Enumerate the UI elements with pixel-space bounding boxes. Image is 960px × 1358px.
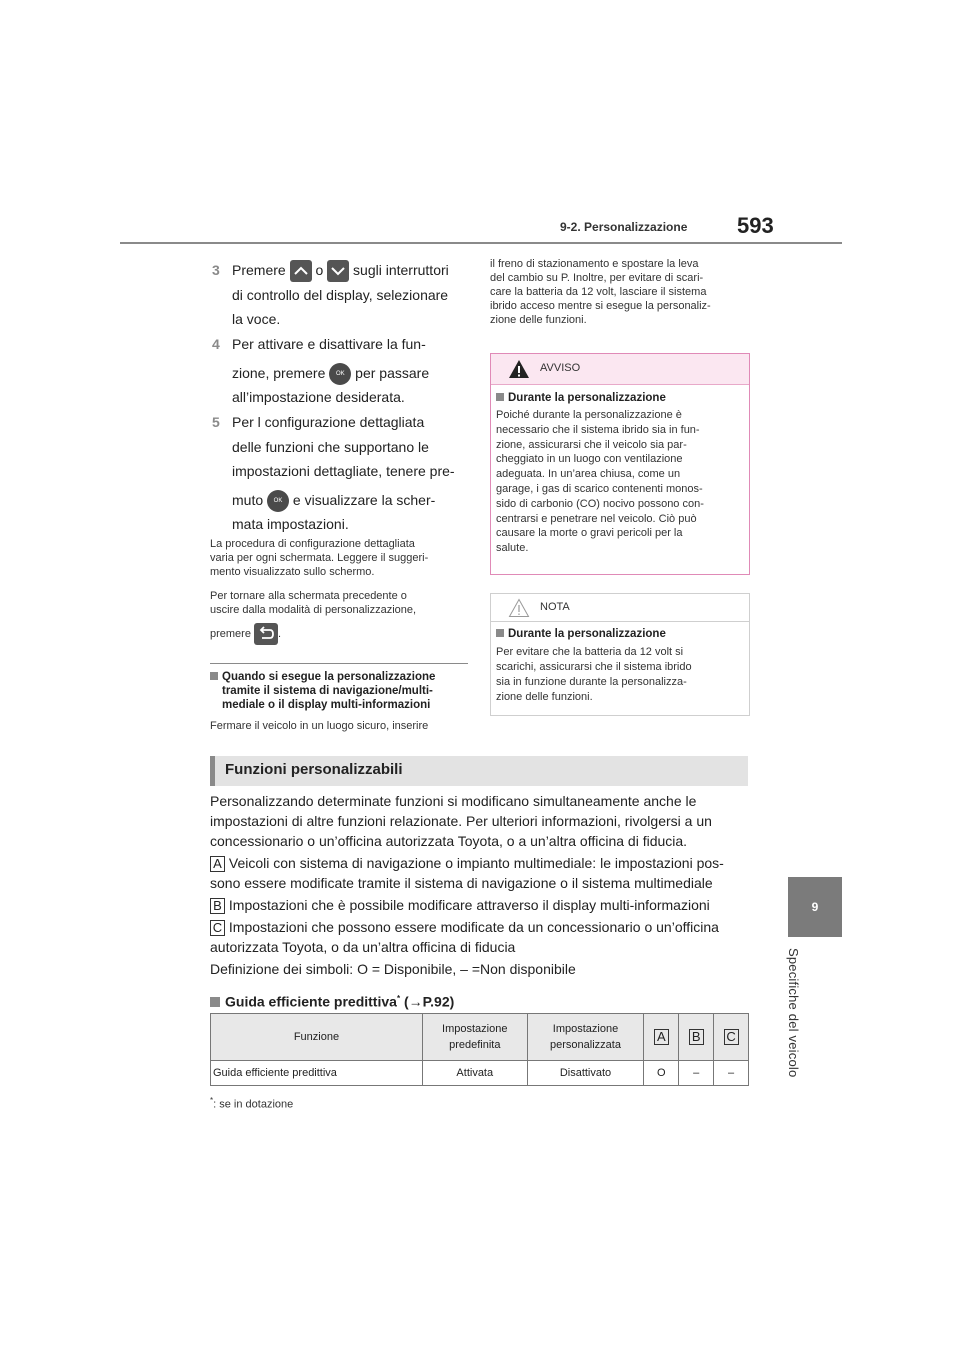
text-line: impostazioni di altre funzioni relazionate. Per ulteriori informazioni, rivolgersi a un <box>210 813 712 829</box>
text-line: concessionario o un’officina autorizzata Toyota, o a un’altra officina di fiducia. <box>210 833 688 849</box>
step-text: Premere <box>232 262 286 278</box>
warning-title: AVVISO <box>540 362 581 374</box>
text-line: sia in funzione durante la personalizza- <box>496 676 687 688</box>
footnote-marker: * <box>210 1096 214 1105</box>
ok-button-icon: OK <box>329 363 351 385</box>
step-4 <box>212 332 472 410</box>
legend-letter-a: A <box>654 1029 669 1045</box>
text-line: Impostazioni che possono essere modificate da un concessionario o un’officina <box>228 919 719 935</box>
section-intro <box>210 791 770 851</box>
note-subhead <box>491 622 749 641</box>
text-line: scarichi, assicurarsi che il sistema ibrido <box>496 661 692 673</box>
text-line: del cambio su P. Inoltre, per evitare di scari- <box>490 272 704 284</box>
legend-letter-c: C <box>210 920 225 936</box>
step-text: Per l configurazione dettagliata <box>232 414 425 430</box>
note-line: La procedura di configurazione dettagliata <box>210 538 415 550</box>
table-cell: O <box>644 1061 679 1086</box>
text-line: Poiché durante la personalizzazione è <box>496 409 682 421</box>
column-header <box>422 1014 527 1061</box>
footnote-marker: * <box>396 994 401 1003</box>
table-cell: – <box>714 1061 749 1086</box>
note-line: Per tornare alla schermata precedente o <box>210 590 407 602</box>
text-line: zione delle funzioni. <box>490 314 587 326</box>
column-header <box>714 1014 749 1061</box>
ok-button-icon: OK <box>267 490 289 512</box>
step-text: delle funzioni che supportano le <box>232 438 429 455</box>
step-3 <box>212 258 472 332</box>
subhead-line: mediale o il display multi-informazioni <box>222 699 431 711</box>
note-body <box>491 641 749 705</box>
text-line: sono essere modificate tramite il sistema di navigazione o il sistema multimediale <box>210 875 713 891</box>
section-title: Funzioni personalizzabili <box>225 761 403 778</box>
text-line: il freno di stazionamento e spostare la leva <box>490 258 699 270</box>
subhead-line: Quando si esegue la personalizzazione <box>222 671 436 683</box>
legend-a <box>210 853 770 893</box>
footnote <box>210 1094 293 1112</box>
caution-triangle-icon <box>508 598 530 618</box>
step-5 <box>212 410 474 537</box>
text-line: necessario che il sistema ibrido sia in fun- <box>496 423 700 436</box>
step-text: sugli interruttori <box>353 262 449 278</box>
column-header <box>679 1014 714 1061</box>
continued-text <box>490 257 752 327</box>
step-text: o <box>315 262 324 278</box>
step-text: la voce. <box>232 311 281 327</box>
note-return <box>210 589 472 645</box>
text-line: cheggiato in un luogo con ventilazione <box>496 453 683 466</box>
subsection-body: Fermare il veicolo in un luogo sicuro, inserire <box>210 720 429 732</box>
back-button-icon <box>254 623 278 645</box>
note-line: mento visualizzato sullo schermo. <box>210 566 375 578</box>
step-number: 5 <box>212 414 220 430</box>
legend-letter-b: B <box>210 898 225 914</box>
feature-heading-text: Guida efficiente predittiva <box>225 993 397 1010</box>
note-line: . <box>278 627 282 640</box>
text-line: salute. <box>496 542 529 555</box>
text-line: Per evitare che la batteria da 12 volt si <box>496 646 684 658</box>
table-cell: Guida efficiente predittiva <box>211 1061 423 1086</box>
text-line: predefinita <box>449 1039 501 1051</box>
legend-c <box>210 917 770 957</box>
square-bullet-icon <box>210 997 220 1007</box>
note-title: NOTA <box>540 601 570 613</box>
square-bullet-icon <box>496 393 504 401</box>
legend-letter-c: C <box>724 1029 739 1045</box>
warning-box <box>490 353 750 575</box>
text-line: Impostazione <box>552 1023 619 1035</box>
subhead-line: tramite il sistema di navigazione/multi- <box>222 685 433 697</box>
step-text: muto <box>232 491 264 508</box>
chevron-up-button-icon <box>290 260 312 282</box>
text-line: centrarsi e penetrare nel veicolo. Ciò può <box>496 512 697 525</box>
chapter-tab-number: 9 <box>811 900 819 914</box>
chevron-down-button-icon <box>327 260 349 282</box>
square-bullet-icon <box>496 629 504 637</box>
table-cell: Disattivato <box>527 1061 644 1086</box>
text-line: Personalizzando determinate funzioni si modificano simultaneamente anche le <box>210 793 697 809</box>
text-line: Veicoli con sistema di navigazione o impianto multimediale: le impostazioni pos- <box>228 855 724 871</box>
text-line: adeguata. In un’area chiusa, come un <box>496 468 681 481</box>
text-line: sido di carbonio (CO) nocivo possono con- <box>496 497 704 510</box>
step-number: 4 <box>212 336 220 352</box>
text-line: ibrido acceso mentre si esegue la personaliz- <box>490 300 711 312</box>
chapter-tab-label-text: Specifiche del veicolo <box>786 948 801 1078</box>
note-subhead-text: Durante la personalizzazione <box>508 628 666 640</box>
warning-subhead-text: Durante la personalizzazione <box>508 392 666 404</box>
footnote-text: : se in dotazione <box>213 1098 294 1111</box>
table-header-row <box>211 1014 749 1061</box>
column-header <box>527 1014 644 1061</box>
warning-triangle-icon <box>508 359 530 379</box>
note-box <box>490 593 750 716</box>
step-text: impostazioni dettagliate, tenere pre- <box>232 463 455 479</box>
note-line: varia per ogni schermata. Leggere il suggeri- <box>210 552 429 564</box>
table-row <box>211 1061 749 1086</box>
section-title-bar <box>210 756 748 786</box>
step-text: per passare <box>355 364 430 381</box>
table-cell: Attivata <box>422 1061 527 1086</box>
text-line: zione, assicurarsi che il veicolo sia par- <box>496 438 687 451</box>
legend-b <box>210 895 770 915</box>
note-line: uscire dalla modalità di personalizzazione, <box>210 604 417 616</box>
text-line: Impostazioni che è possibile modificare attraverso il display multi-informazioni <box>228 897 710 913</box>
legend-letter-a: A <box>210 856 225 872</box>
table-cell: – <box>679 1061 714 1086</box>
warning-header <box>491 354 749 385</box>
text-line: personalizzata <box>550 1039 621 1051</box>
header-divider <box>120 242 842 244</box>
step-number: 3 <box>212 262 220 278</box>
warning-subhead <box>491 385 749 405</box>
column-header: Funzione <box>211 1014 423 1061</box>
note-line: premere <box>210 627 251 640</box>
feature-heading <box>210 989 770 1012</box>
step-text: zione, premere <box>232 364 326 381</box>
text-line: causare la morte o gravi pericoli per la <box>496 527 683 540</box>
step-text: di controllo del display, selezionare <box>232 286 449 303</box>
step-text: Per attivare e disattivare la fun- <box>232 336 426 352</box>
step-text: mata impostazioni. <box>232 516 349 532</box>
legend-letter-b: B <box>689 1029 704 1045</box>
header-section-title: 9-2. Personalizzazione <box>560 220 688 234</box>
subsection-divider <box>210 663 468 664</box>
text-line: care la batteria da 12 volt, lasciare il sistema <box>490 286 707 298</box>
step-text: e visualizzare la scher- <box>292 491 436 508</box>
text-line: zione delle funzioni. <box>496 691 593 703</box>
settings-table <box>210 1013 749 1086</box>
note-header <box>491 594 749 622</box>
text-line: Impostazione <box>442 1023 508 1035</box>
subsection-heading <box>210 670 472 712</box>
symbols-definition: Definizione dei simboli: O = Disponibile, – =Non disponibile <box>210 961 576 977</box>
step-text: all’impostazione desiderata. <box>232 389 405 405</box>
page-reference: (→P.92) <box>403 993 455 1010</box>
note-detailed-config <box>210 537 472 579</box>
text-line: garage, i gas di scarico contenenti monos- <box>496 482 703 495</box>
chapter-tab-label <box>786 948 806 1148</box>
text-line: autorizzata Toyota, o da un’altra officina di fiducia <box>210 939 516 955</box>
warning-body <box>491 405 749 556</box>
square-bullet-icon <box>210 672 218 680</box>
page-number: 593 <box>737 213 774 238</box>
column-header <box>644 1014 679 1061</box>
